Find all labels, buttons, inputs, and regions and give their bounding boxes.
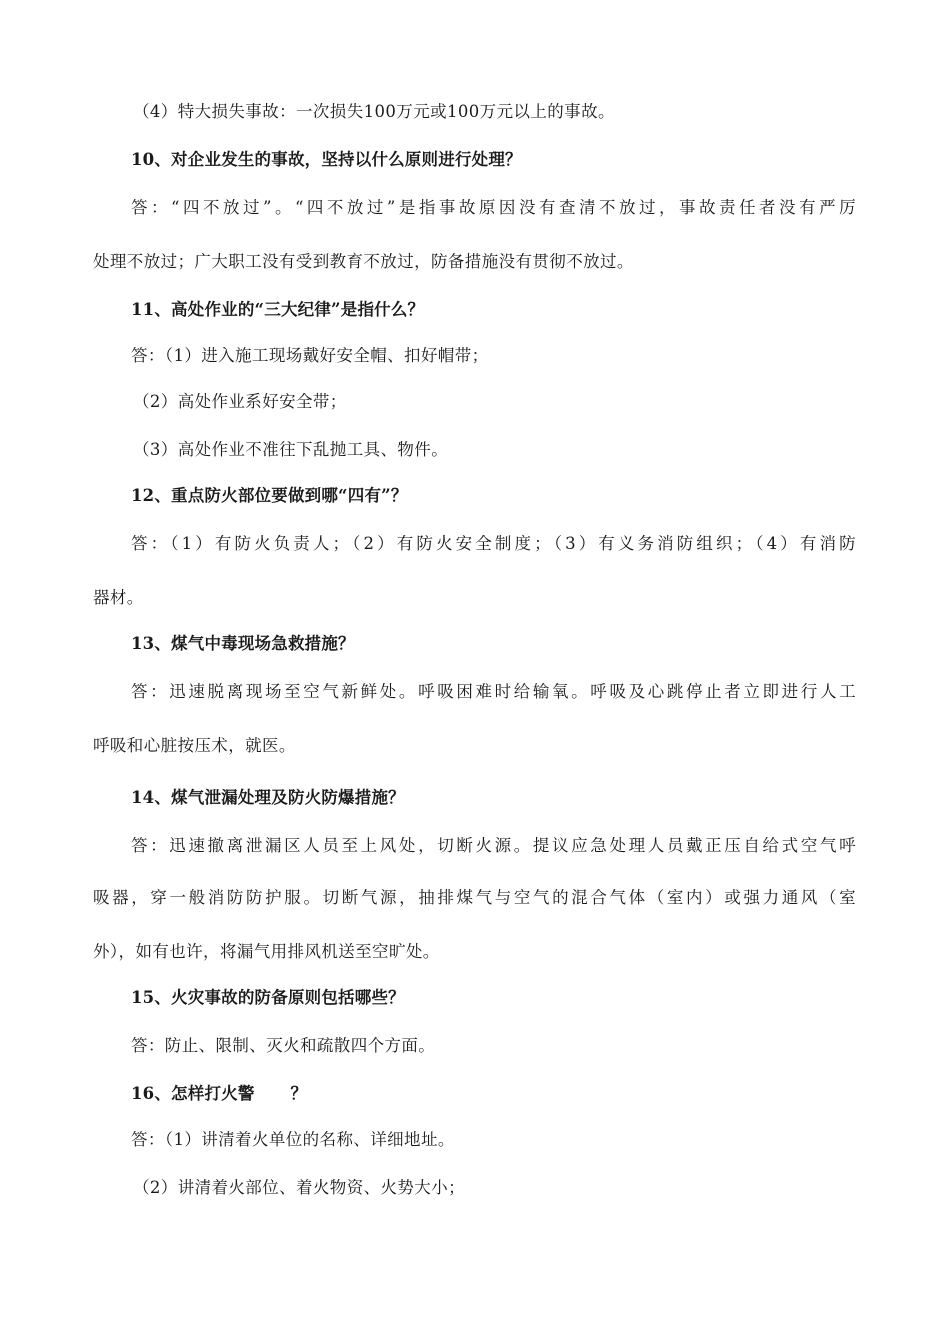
question-15: 15、火灾事故的防备原则包括哪些？ [131,988,405,1007]
question-11: 11、高处作业的“三大纪律”是指什么？ [131,300,425,319]
answer-12-line-1: 答：（1）有防火负责人；（2）有防火安全制度；（3）有义务消防组织；（4）有消防 [131,534,856,553]
question-10: 10、对企业发生的事故，坚持以什么原则进行处理？ [131,150,522,169]
answer-13-line-2: 呼吸和心脏按压术，就医。 [93,736,296,755]
question-13: 13、煤气中毒现场急救措施？ [131,634,355,653]
answer-10-line-1: 答：“四不放过”。“四不放过”是指事故原因没有查清不放过，事故责任者没有严厉 [131,198,856,217]
answer-11-line-2: （2）高处作业系好安全带； [133,392,347,411]
answer-14-line-1: 答：迅速撤离泄漏区人员至上风处，切断火源。提议应急处理人员戴正压自给式空气呼 [131,836,856,855]
answer-13-line-1: 答：迅速脱离现场至空气新鲜处。呼吸困难时给输氧。呼吸及心跳停止者立即进行人工 [131,682,856,701]
answer-11-line-3: （3）高处作业不准往下乱抛工具、物件。 [133,440,449,459]
question-12: 12、重点防火部位要做到哪“四有”？ [131,486,408,505]
question-14: 14、煤气泄漏处理及防火防爆措施？ [131,788,405,807]
answer-11-line-1: 答：（1）进入施工现场戴好安全帽、扣好帽带； [131,346,489,365]
answer-15-line-1: 答：防止、限制、灭火和疏散四个方面。 [131,1036,436,1055]
answer-14-line-2: 吸器，穿一般消防防护服。切断气源，抽排煤气与空气的混合气体（室内）或强力通风（室 [93,888,856,907]
answer-16-line-2: （2）讲清着火部位、着火物资、火势大小； [133,1178,465,1197]
answer-12-line-2: 器材。 [93,588,144,607]
answer-line-9-4: （4）特大损失事故：一次损失100万元或100万元以上的事故。 [133,102,615,121]
answer-10-line-2: 处理不放过；广大职工没有受到教育不放过，防备措施没有贯彻不放过。 [93,252,634,271]
answer-16-line-1: 答：（1）讲清着火单位的名称、详细地址。 [131,1130,455,1149]
answer-14-line-3: 外），如有也许，将漏气用排风机送至空旷处。 [93,942,440,961]
question-16: 16、怎样打火警 ？ [131,1084,308,1103]
